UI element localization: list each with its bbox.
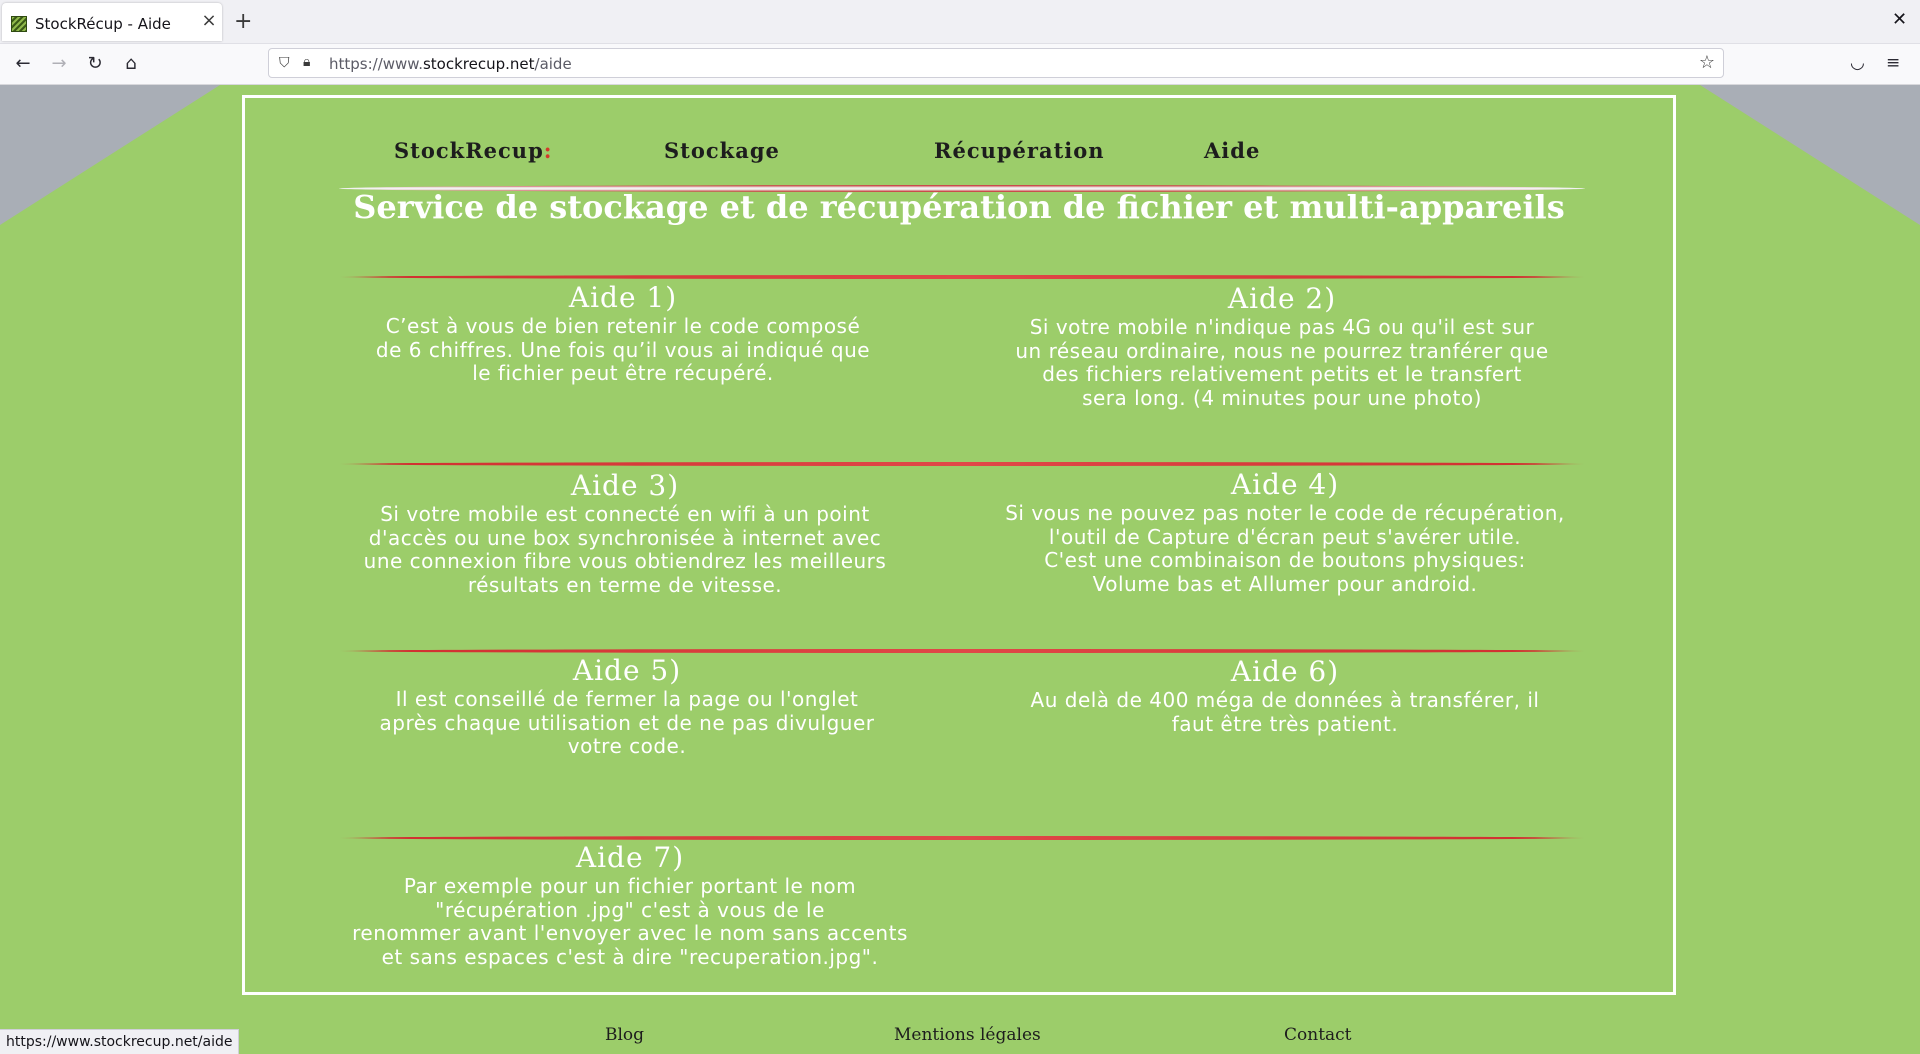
bookmark-star-icon[interactable]: ☆ xyxy=(1698,52,1715,73)
help-text-line: Il est conseillé de fermer la page ou l'onglet xyxy=(395,687,859,711)
tab-bar xyxy=(0,0,1920,44)
help-item-3 xyxy=(325,469,925,597)
help-item-6 xyxy=(985,655,1585,736)
tab-close-icon[interactable]: × xyxy=(201,10,217,31)
footer-blog-link[interactable]: Blog xyxy=(605,1025,645,1045)
help-text-line: après chaque utilisation et de ne pas divulguer xyxy=(379,710,875,735)
help-text-line: Si vous ne pouvez pas noter le code de récupération, xyxy=(1005,501,1565,525)
help-item-5 xyxy=(327,654,927,759)
nav-recuperation-link[interactable]: Récupération xyxy=(934,138,1105,163)
menu-hamburger-icon[interactable]: ≡ xyxy=(1886,53,1901,73)
help-title: Aide 2) xyxy=(1227,282,1337,315)
nav-aide-link[interactable]: Aide xyxy=(1204,138,1261,163)
decorative-corner-left xyxy=(0,85,240,225)
help-title: Aide 6) xyxy=(1230,655,1340,688)
section-divider-4 xyxy=(339,836,1585,840)
help-title: Aide 1) xyxy=(568,281,678,314)
help-title: Aide 5) xyxy=(572,654,682,687)
help-text-line: et sans espaces c'est à dire "recuperation.jpg". xyxy=(381,944,879,969)
page-viewport xyxy=(0,85,1920,1053)
help-item-4 xyxy=(985,468,1585,596)
help-text-line: un réseau ordinaire, nous ne pourrez tranférer que xyxy=(1015,338,1549,363)
address-bar[interactable] xyxy=(268,48,1724,78)
help-text-line: d'accès ou une box synchronisée à internet avec xyxy=(368,525,882,550)
nav-brand-link[interactable]: StockRecup: xyxy=(394,138,553,163)
forward-arrow-icon[interactable]: → xyxy=(51,53,67,74)
footer-contact-link[interactable]: Contact xyxy=(1284,1025,1352,1045)
active-tab[interactable] xyxy=(2,3,222,41)
help-title: Aide 4) xyxy=(1230,468,1340,501)
help-title: Aide 7) xyxy=(575,841,685,874)
tab-title: StockRécup - Aide xyxy=(35,15,171,33)
nav-stockage-link[interactable]: Stockage xyxy=(664,138,780,163)
help-text-line: C'est une combinaison de boutons physiques: xyxy=(1044,548,1526,572)
help-text-line: votre code. xyxy=(567,734,687,758)
help-text-line: de 6 chiffres. Une fois qu’il vous ai indiqué que xyxy=(375,337,871,362)
new-tab-plus-icon[interactable]: + xyxy=(234,9,253,34)
help-text-line: Si votre mobile est connecté en wifi à un point xyxy=(380,502,870,526)
help-text-line: faut être très patient. xyxy=(1171,711,1399,736)
help-text-line: Volume bas et Allumer pour android. xyxy=(1092,571,1478,596)
help-item-1 xyxy=(323,281,923,386)
help-text-line: Par exemple pour un fichier portant le nom xyxy=(403,874,857,898)
section-divider-3 xyxy=(339,649,1585,653)
section-divider-1 xyxy=(339,275,1585,279)
content-frame xyxy=(242,95,1676,995)
help-text-line: "récupération .jpg" c'est à vous de le xyxy=(435,897,825,922)
back-arrow-icon[interactable]: ← xyxy=(15,53,31,74)
site-favicon-icon xyxy=(11,16,27,32)
help-text-line: Si votre mobile n'indique pas 4G ou qu'il est sur xyxy=(1029,315,1535,339)
home-icon[interactable]: ⌂ xyxy=(125,53,137,74)
help-text-line: sera long. (4 minutes pour une photo) xyxy=(1082,385,1482,410)
tracking-shield-icon[interactable]: ⛉ xyxy=(279,55,290,71)
section-divider-2 xyxy=(339,462,1585,466)
help-item-7 xyxy=(330,841,930,969)
help-text-line: C’est à vous de bien retenir le code composé xyxy=(385,314,861,338)
navigation-toolbar xyxy=(0,44,1920,85)
help-text-line: renommer avant l'envoyer avec le nom sans accents xyxy=(352,921,908,945)
help-text-line: une connexion fibre vous obtiendrez les meilleurs xyxy=(363,549,887,573)
url-text[interactable]: https://www.stockrecup.net/aide xyxy=(329,55,572,73)
help-text-line: des fichiers relativement petits et le transfert xyxy=(1042,362,1522,386)
help-item-2 xyxy=(982,282,1582,410)
page-title: Service de stockage et de récupération de fichier et multi-appareils xyxy=(353,188,1565,226)
lock-icon[interactable]: 🔒︎ xyxy=(303,54,311,70)
reload-icon[interactable]: ↻ xyxy=(87,53,103,74)
window-close-icon[interactable]: ✕ xyxy=(1892,9,1908,30)
help-text-line: le fichier peut être récupéré. xyxy=(472,361,774,385)
help-text-line: Au delà de 400 méga de données à transférer, il xyxy=(1030,688,1540,712)
decorative-corner-right xyxy=(1680,85,1920,225)
help-text-line: l'outil de Capture d'écran peut s'avérer utile. xyxy=(1048,524,1522,549)
pocket-icon[interactable]: ◡ xyxy=(1850,53,1865,73)
footer-mentions-link[interactable]: Mentions légales xyxy=(894,1025,1041,1045)
help-title: Aide 3) xyxy=(570,469,680,502)
help-text-line: résultats en terme de vitesse. xyxy=(467,572,783,597)
status-bar-url: https://www.stockrecup.net/aide xyxy=(0,1029,239,1054)
